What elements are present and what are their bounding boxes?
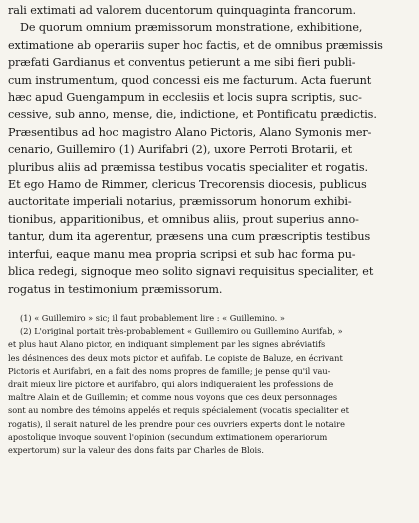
footnote-line: (1) « Guillemiro » sic; il faut probablement lire : « Guillemino. » (20, 312, 285, 323)
footnote-line: maître Alain et de Guillemin; et comme nous voyons que ces deux personnages (8, 392, 338, 403)
main-text-block (8, 2, 411, 298)
main-text-line: interfui, eaque manu mea propria scripsi et sub hac forma pu- (8, 247, 356, 261)
footnote-line: apostolique invoque souvent l'opinion (secundum extimationem operariorum (8, 431, 328, 442)
main-text-line: Præsentibus ad hoc magistro Alano Pictoris, Alano Symonis mer- (8, 125, 372, 139)
main-text-line: cessive, sub anno, mense, die, indictione, et Pontificatu prædictis. (8, 108, 377, 122)
main-text-line: cum instrumentum, quod concessi eis me facturum. Acta fuerunt (8, 73, 372, 87)
main-text-line: tantur, dum ita agerentur, præsens una cum præscriptis testibus (8, 230, 371, 244)
main-text-line: cenario, Guillemiro (1) Aurifabri (2), uxore Perroti Brotarii, et (8, 143, 353, 157)
footnote-line: drait mieux lire pictore et aurifabro, qui alors indiqueraient les professions de (8, 378, 334, 389)
main-text-line: rali extimati ad valorem ducentorum quinquaginta francorum. (8, 4, 356, 17)
main-text-line: hæc apud Guengampum in ecclesiis et locis supra scriptis, suc- (8, 91, 362, 105)
main-text-line: præfati Gardianus et conventus petierunt a me sibi fieri publi- (8, 56, 356, 70)
footnote-line: et plus haut Alano pictor, en indiquant simplement par les signes abréviatifs (8, 339, 326, 350)
footnotes-block (8, 312, 411, 457)
main-text-line: Et ego Hamo de Rimmer, clericus Trecorensis diocesis, publicus (8, 178, 367, 192)
footnote-line: les désinences des deux mots pictor et aufifab. Le copiste de Baluze, en écrivant (8, 352, 343, 363)
main-text-line: blica redegi, signoque meo solito signavi requisitus specialiter, et (8, 265, 374, 279)
main-text-line: pluribus aliis ad præmissa testibus vocatis specialiter et rogatis. (8, 160, 368, 174)
main-text-line: De quorum omnium præmissorum monstratione, exhibitione, (20, 21, 363, 35)
main-text-line: auctoritate imperiali notarius, præmissorum honorum exhibi- (8, 195, 352, 209)
footnote-line: rogatis), il serait naturel de les prendre pour ces ouvriers experts dont le notaire (8, 418, 346, 429)
footnote-line: (2) L'original portait très-probablement « Guillemiro ou Guillemino Aurifab, » (20, 326, 343, 337)
footnote-line: expertorum) sur la valeur des dons faits par Charles de Blois. (8, 444, 264, 455)
main-text-line: tionibus, apparitionibus, et omnibus aliis, prout superius anno- (8, 212, 359, 226)
main-text-line: rogatus in testimonium præmissorum. (8, 282, 223, 296)
footnote-line: Pictoris et Aurifabri, en a fait des noms propres de famille; je pense qu'il vau- (8, 365, 331, 376)
footnote-line: sont au nombre des témoins appelés et requis spécialement (vocatis specialiter et (8, 405, 349, 416)
main-text-line: extimatione ab operariis super hoc factis, et de omnibus præmissis (8, 38, 383, 52)
